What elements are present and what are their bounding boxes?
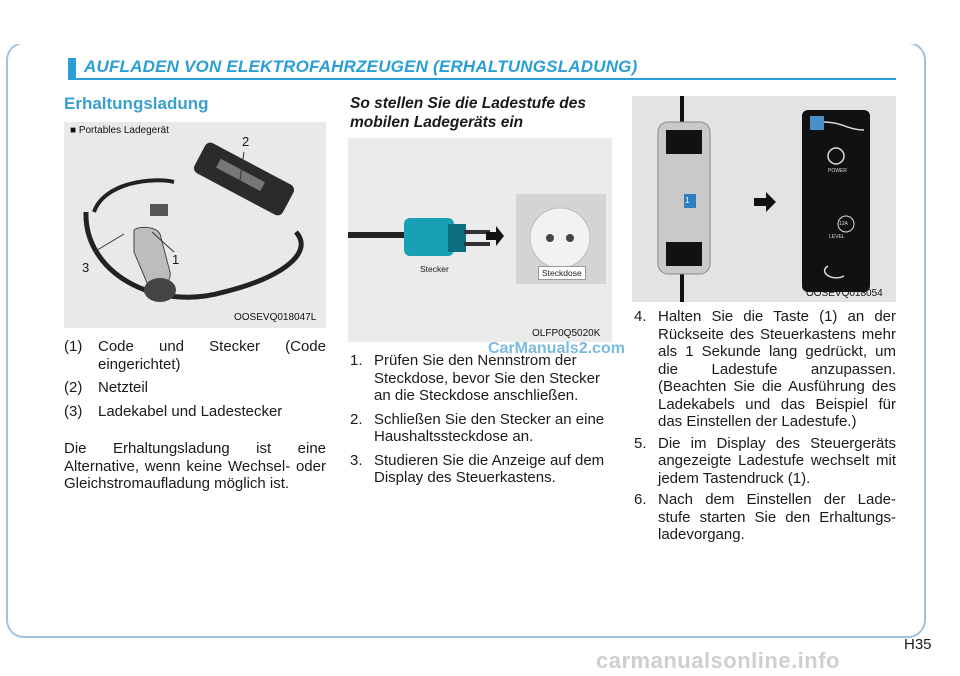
middle-heading: So stellen Sie die Ladestufe des mobilen Ladegeräts ein	[350, 95, 587, 131]
list-item: 6. Nach dem Einstellen der Lade-stufe starten Sie den Erhaltungs-ladevorgang.	[634, 491, 896, 543]
charger-image	[64, 122, 326, 328]
power-label: POWER	[828, 168, 847, 174]
control-box-image	[632, 96, 896, 302]
steps-4-6	[634, 308, 896, 550]
component-list	[64, 338, 326, 426]
list-item: 3. Studieren Sie die Anzeige auf dem Display des Steuerkastens.	[350, 451, 605, 486]
callout-2: 2	[242, 134, 250, 149]
image-code: OOSEVQ018047L	[234, 312, 317, 323]
callout-1: 1	[172, 252, 180, 267]
page-number: H35	[904, 636, 932, 653]
header-accent-bar	[68, 58, 76, 78]
list-item: 2. Schließen Sie den Stecker an eine Haushaltssteckdose an.	[350, 410, 605, 445]
callout-3: 3	[82, 260, 90, 275]
image-code: OLFP0Q5020K	[532, 328, 601, 339]
socket-label: Steckdose	[538, 266, 586, 280]
image-code: OOSEVQ018054	[806, 288, 883, 299]
button-1-label: 1	[685, 196, 690, 205]
plug-socket-image	[348, 138, 612, 342]
header-underline	[68, 78, 896, 80]
list-item: 1. Prüfen Sie den Nennstrom der Steckdose, bevor Sie den Stecker an die Steckdose anschließen.	[350, 352, 600, 404]
plug-label: Stecker	[420, 264, 449, 274]
left-paragraph: Die Erhaltungsladung ist eine Alternative, wenn keine Wechsel- oder Gleichstromaufladung möglich ist.	[64, 440, 326, 492]
steps-1-3	[350, 352, 614, 493]
section-title: AUFLADEN VON ELEKTROFAHRZEUGEN (ERHALTUNGSLADUNG)	[84, 57, 638, 76]
list-item: (3) Ladekabel und Ladestecker	[64, 402, 283, 420]
portable-charger-illustration	[64, 122, 326, 328]
control-box-illustration	[632, 96, 896, 302]
plug-socket-illustration	[348, 138, 612, 342]
level-value: 12A	[839, 221, 848, 227]
image-caption: ■ Portables Ladegerät	[70, 125, 169, 136]
watermark: CarManuals2.com	[488, 340, 625, 357]
left-heading: Erhaltungsladung	[64, 94, 209, 113]
level-label: LEVEL	[829, 234, 845, 240]
list-item: 5. Die im Display des Steuergeräts angezeigte Ladestufe wechselt mit jedem Tastendruck (1).	[634, 434, 896, 487]
list-item: (2) Netzteil	[64, 379, 149, 396]
page-top	[0, 0, 960, 44]
site-watermark: carmanualsonline.info	[596, 648, 840, 673]
list-item: 4. Halten Sie die Taste (1) an der Rückseite des Steuerkastens mehr als 1 Sekunde lang gedrückt, um die Ladestufe anzupassen. (Beachten Sie die Ausführung des Ladekabels und das Beispiel für das Einstellen der Ladestufe.)	[634, 308, 896, 430]
list-item: (1) Code und Stecker (Code eingerichtet)	[64, 338, 326, 373]
